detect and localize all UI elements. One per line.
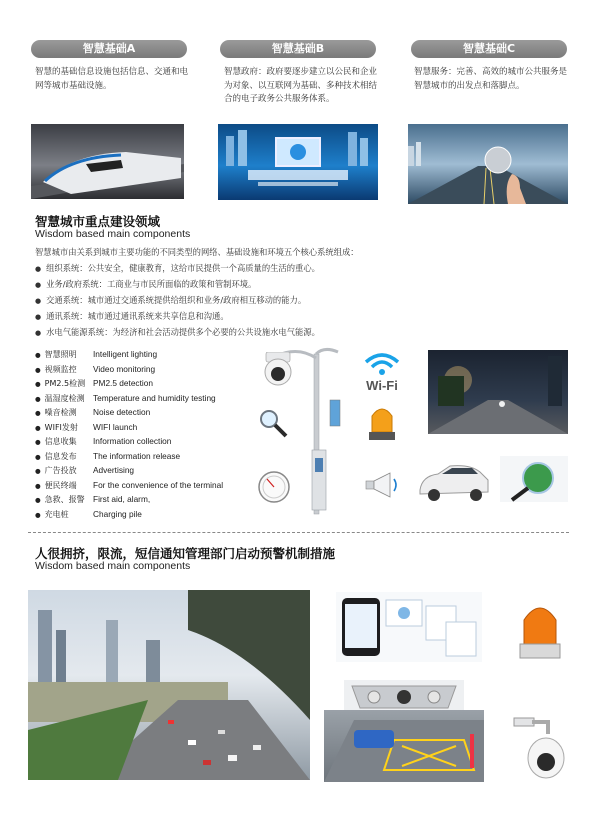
feature-item	[35, 421, 223, 436]
column-a-title: 智慧基础A	[31, 40, 187, 58]
feature-cn: ● 充电桩	[35, 508, 93, 523]
hand-globe-photo	[408, 124, 568, 204]
feature-en: The information release	[93, 450, 181, 461]
column-c-title: 智慧基础C	[411, 40, 567, 58]
feature-en: Temperature and humidity testing	[93, 392, 216, 403]
crowded-highway-photo	[28, 590, 310, 780]
parking-car-photo	[324, 710, 484, 782]
section-divider	[28, 532, 569, 533]
feature-en: First aid, alarm,	[93, 494, 151, 504]
section1-subtitle: Wisdom based main components	[35, 228, 191, 240]
feature-en: Video monitoring	[93, 363, 156, 374]
column-c-text: 智慧服务：完善、高效的城市公共服务是智慧城市的出发点和落脚点。	[414, 67, 568, 91]
section1-bullet-list	[35, 261, 320, 341]
magnifier-icon	[258, 408, 288, 438]
list-item: ● 组织系统：公共安全，健康教育，这给市民提供一个高质量的生活的重心。	[35, 261, 320, 277]
sensor-panel-photo	[344, 680, 464, 714]
feature-item	[35, 348, 223, 363]
feature-item	[35, 493, 223, 508]
smart-city-screen-photo	[218, 124, 378, 200]
feature-item	[35, 464, 223, 479]
feature-item	[35, 377, 223, 392]
feature-list	[35, 348, 223, 522]
feature-cn: ● 噪音检测	[35, 406, 93, 421]
dome-camera-large-icon	[508, 714, 566, 780]
list-item: ● 交通系统：城市通过交通系统提供给组织和业务/政府相互移动的能力。	[35, 293, 320, 309]
feature-item	[35, 363, 223, 378]
feature-item	[35, 508, 223, 523]
list-item: ● 通讯系统：城市通过通讯系统来共享信息和沟通。	[35, 309, 320, 325]
feature-cn: ● PM2.5检测	[35, 377, 93, 392]
thermometer-gauge-icon	[257, 470, 291, 504]
feature-cn: ● WIFI发射	[35, 421, 93, 436]
feature-cn: ● 便民终端	[35, 479, 93, 494]
feature-cn: ● 急救、报警	[35, 493, 93, 508]
section1-intro: 智慧城市由关系到城市主要功能的不同类型的网络、基础设施和环境五个核心系统组成：	[35, 247, 359, 257]
list-item: ● 水电气能源系统：为经济和社会活动提供多个必要的公共设施水电气能源。	[35, 325, 320, 341]
wifi-icon	[362, 350, 402, 394]
section2-subtitle: Wisdom based main components	[35, 560, 191, 572]
white-car-photo	[416, 458, 492, 504]
feature-en: WIFI launch	[93, 421, 138, 432]
feature-cn: ● 视频监控	[35, 363, 93, 378]
feature-item	[35, 406, 223, 421]
feature-item	[35, 392, 223, 407]
feature-en: Charging pile	[93, 508, 142, 519]
warning-beacon-icon	[516, 598, 564, 664]
feature-cn: ● 信息发布	[35, 450, 93, 465]
feature-en: Intelligent lighting	[93, 349, 158, 359]
loudspeaker-icon	[364, 470, 402, 500]
feature-item	[35, 450, 223, 465]
column-b-text: 智慧政府：政府要逐步建立以公民和企业为对象、以互联网为基础、多种技术相结合的电子政务公共服务体系。	[224, 67, 378, 104]
warning-light-icon	[366, 402, 398, 442]
feature-cn: ● 广告投放	[35, 464, 93, 479]
feature-cn: ● 信息收集	[35, 435, 93, 450]
feature-item	[35, 479, 223, 494]
list-item: ● 业务/政府系统：工商业与市民所面临的政策和管制环境。	[35, 277, 320, 293]
feature-cn: ● 智慧照明	[35, 348, 93, 363]
wifi-label: Wi-Fi	[366, 378, 398, 393]
feature-en: For the convenience of the terminal	[93, 479, 224, 490]
dome-camera-icon	[262, 352, 294, 388]
night-street-photo	[428, 350, 568, 434]
feature-en: Advertising	[93, 465, 135, 475]
feature-item	[35, 435, 223, 450]
column-b-title: 智慧基础B	[220, 40, 376, 58]
section1-title: 智慧城市重点建设领域	[35, 214, 161, 229]
section2-title: 人很拥挤，限流，短信通知管理部门启动预警机制措施	[35, 546, 336, 561]
globe-magnifier-photo	[500, 456, 568, 502]
feature-en: Information collection	[93, 436, 172, 446]
feature-en: PM2.5 detection	[93, 378, 153, 388]
feature-en: Noise detection	[93, 407, 151, 417]
phone-notification-photo	[336, 592, 482, 662]
column-a-text: 智慧的基础信息设施包括信息、交通和电网等城市基础设施。	[35, 67, 189, 91]
bullet-train-photo	[31, 124, 184, 199]
feature-cn: ● 温湿度检测	[35, 392, 93, 407]
